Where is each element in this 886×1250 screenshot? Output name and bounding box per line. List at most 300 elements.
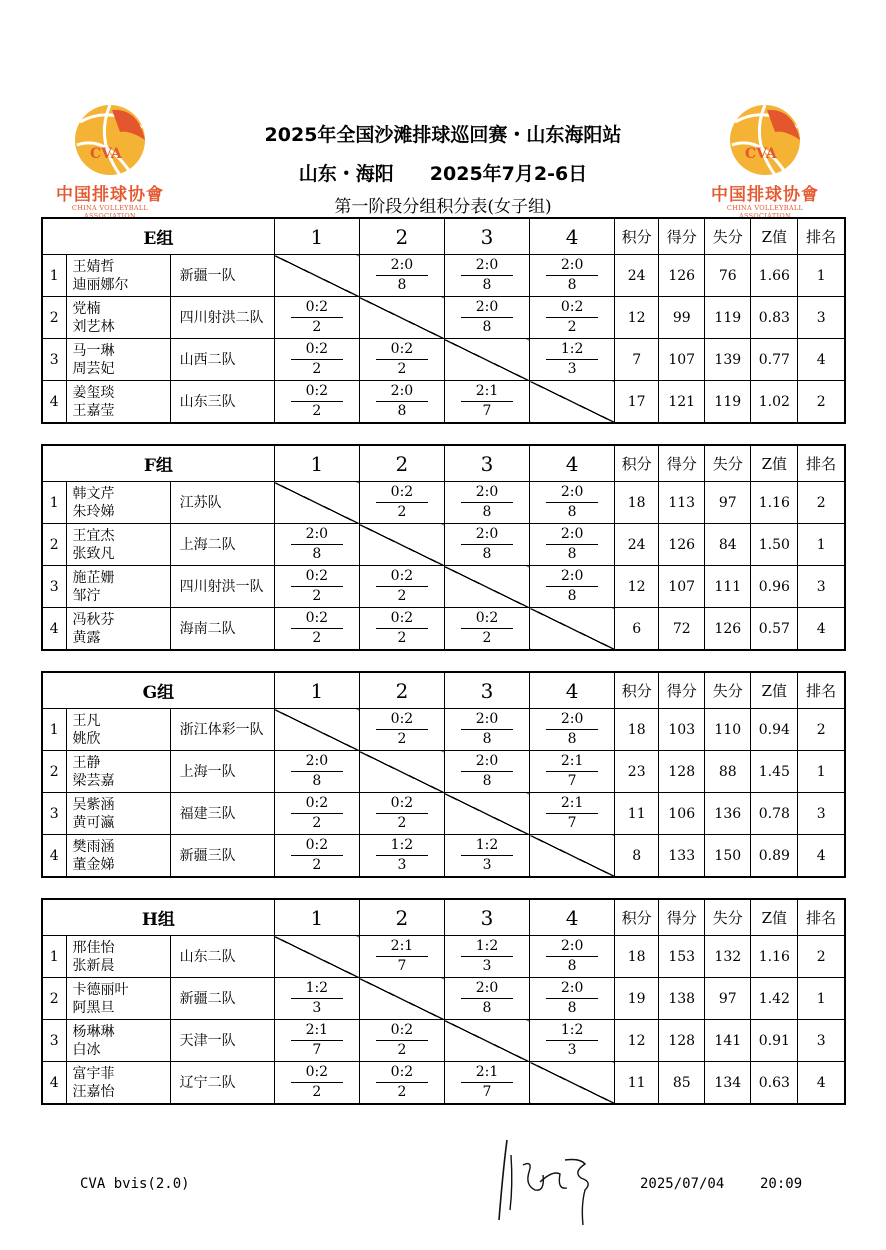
player-names (66, 751, 170, 793)
set-score: 2:0 (546, 526, 598, 545)
self-match-cell (274, 482, 359, 524)
points-value: 18 (615, 482, 659, 524)
points-value: 12 (615, 297, 659, 339)
player-2: 邹泞 (72, 587, 101, 604)
self-match-cell (274, 709, 359, 751)
z-value: 0.89 (751, 835, 798, 878)
rank-value: 3 (798, 566, 845, 608)
conceded-value: 97 (705, 978, 751, 1020)
match-result-cell (274, 751, 359, 793)
handwritten-signature-icon (485, 1130, 605, 1230)
group-name: E组 (42, 218, 274, 255)
match-points: 2 (397, 1084, 407, 1100)
match-points: 2 (312, 403, 322, 419)
match-points: 8 (567, 588, 577, 604)
match-points: 8 (397, 277, 407, 293)
match-result-cell (274, 793, 359, 835)
rank-value: 1 (798, 255, 845, 297)
table-row (42, 381, 845, 424)
player-names (66, 608, 170, 651)
group-header-row (42, 672, 845, 709)
match-result-cell (274, 381, 359, 424)
set-score: 2:1 (461, 1064, 513, 1083)
match-result-cell (530, 709, 615, 751)
conceded-header: 失分 (705, 218, 751, 255)
points-header: 积分 (615, 445, 659, 482)
player-1: 韩文芹 (72, 485, 115, 502)
self-match-cell (359, 751, 444, 793)
set-score: 2:0 (461, 711, 513, 730)
rank-value: 4 (798, 339, 845, 381)
match-result-cell (444, 482, 529, 524)
rank-value: 2 (798, 709, 845, 751)
match-result-cell (444, 381, 529, 424)
match-points: 8 (482, 546, 492, 562)
table-row (42, 608, 845, 651)
table-caption: 第一阶段分组积分表(女子组) (334, 197, 552, 217)
scored-value: 107 (659, 339, 705, 381)
points-header: 积分 (615, 899, 659, 936)
set-score: 0:2 (291, 568, 343, 587)
set-score: 0:2 (376, 1064, 428, 1083)
group-header-row (42, 218, 845, 255)
logo-chinese-name: 中国排球协會 (711, 185, 819, 205)
points-value: 24 (615, 524, 659, 566)
opponent-column-header: 3 (444, 899, 529, 936)
player-2: 白冰 (72, 1041, 101, 1058)
set-score: 2:0 (546, 484, 598, 503)
set-score: 0:2 (291, 795, 343, 814)
points-header: 积分 (615, 672, 659, 709)
opponent-column-header: 3 (444, 445, 529, 482)
set-score: 2:1 (291, 1022, 343, 1041)
table-row (42, 709, 845, 751)
team-number: 2 (42, 978, 66, 1020)
match-result-cell (359, 835, 444, 878)
opponent-column-header: 3 (444, 672, 529, 709)
player-1: 樊雨涵 (72, 838, 115, 855)
conceded-header: 失分 (705, 899, 751, 936)
set-score: 2:0 (291, 526, 343, 545)
scored-header: 得分 (659, 899, 705, 936)
set-score: 0:2 (291, 299, 343, 318)
z-value-header: Z值 (751, 218, 798, 255)
z-value-header: Z值 (751, 899, 798, 936)
z-value: 0.83 (751, 297, 798, 339)
opponent-column-header: 1 (274, 445, 359, 482)
set-score: 0:2 (376, 484, 428, 503)
conceded-value: 84 (705, 524, 751, 566)
logo-chinese-name: 中国排球协會 (56, 185, 164, 205)
match-result-cell (444, 751, 529, 793)
table-row (42, 1062, 845, 1105)
z-value: 0.96 (751, 566, 798, 608)
scored-value: 72 (659, 608, 705, 651)
match-points: 8 (312, 773, 322, 789)
team-number: 1 (42, 255, 66, 297)
match-points: 2 (397, 731, 407, 747)
rank-value: 1 (798, 751, 845, 793)
conceded-value: 141 (705, 1020, 751, 1062)
player-1: 富宇菲 (72, 1065, 115, 1082)
match-points: 2 (312, 361, 322, 377)
match-result-cell (444, 1062, 529, 1105)
match-points: 2 (312, 319, 322, 335)
rank-value: 1 (798, 524, 845, 566)
player-names (66, 339, 170, 381)
z-value: 0.63 (751, 1062, 798, 1105)
points-value: 17 (615, 381, 659, 424)
opponent-column-header: 1 (274, 218, 359, 255)
match-result-cell (530, 566, 615, 608)
software-version: CVA bvis(2.0) (80, 1176, 190, 1192)
team-name: 上海一队 (170, 751, 274, 793)
self-match-cell (274, 936, 359, 978)
set-score: 2:0 (461, 980, 513, 999)
player-names (66, 978, 170, 1020)
self-match-cell (359, 978, 444, 1020)
self-match-cell (530, 608, 615, 651)
match-result-cell (444, 608, 529, 651)
player-2: 董金娣 (72, 856, 115, 873)
points-value: 7 (615, 339, 659, 381)
match-result-cell (359, 936, 444, 978)
match-points: 8 (482, 731, 492, 747)
group-header-row (42, 899, 845, 936)
match-points: 7 (482, 1084, 492, 1100)
player-names (66, 482, 170, 524)
opponent-column-header: 4 (530, 218, 615, 255)
team-name: 山东三队 (170, 381, 274, 424)
player-1: 王静 (72, 754, 101, 771)
player-names (66, 1062, 170, 1105)
set-score: 0:2 (376, 795, 428, 814)
team-number: 3 (42, 793, 66, 835)
set-score: 0:2 (376, 341, 428, 360)
rank-value: 2 (798, 936, 845, 978)
player-2: 梁芸嘉 (72, 772, 115, 789)
match-points: 8 (567, 731, 577, 747)
set-score: 2:0 (461, 526, 513, 545)
match-points: 2 (397, 815, 407, 831)
match-result-cell (359, 793, 444, 835)
match-points: 8 (482, 277, 492, 293)
scored-value: 126 (659, 255, 705, 297)
conceded-value: 119 (705, 297, 751, 339)
team-number: 4 (42, 835, 66, 878)
match-points: 2 (312, 857, 322, 873)
team-name: 四川射洪二队 (170, 297, 274, 339)
group-table (41, 671, 846, 878)
z-value: 0.57 (751, 608, 798, 651)
set-score: 1:2 (546, 341, 598, 360)
match-points: 8 (567, 958, 577, 974)
match-result-cell (530, 936, 615, 978)
set-score: 2:1 (376, 938, 428, 957)
conceded-value: 132 (705, 936, 751, 978)
match-result-cell (274, 566, 359, 608)
player-1: 卡德丽叶 (72, 981, 129, 998)
conceded-value: 97 (705, 482, 751, 524)
match-points: 3 (397, 857, 407, 873)
set-score: 0:2 (546, 299, 598, 318)
match-points: 3 (482, 857, 492, 873)
print-time: 20:09 (760, 1176, 803, 1192)
match-result-cell (359, 482, 444, 524)
conceded-value: 76 (705, 255, 751, 297)
self-match-cell (444, 566, 529, 608)
player-2: 黄露 (72, 629, 101, 646)
match-result-cell (359, 709, 444, 751)
points-header: 积分 (615, 218, 659, 255)
points-value: 18 (615, 936, 659, 978)
scored-value: 103 (659, 709, 705, 751)
set-score: 0:2 (291, 610, 343, 629)
rank-value: 3 (798, 793, 845, 835)
rank-header: 排名 (798, 445, 845, 482)
match-points: 8 (482, 319, 492, 335)
team-name: 上海二队 (170, 524, 274, 566)
team-number: 3 (42, 566, 66, 608)
set-score: 0:2 (376, 610, 428, 629)
group-table (41, 217, 846, 424)
player-1: 马一琳 (72, 342, 115, 359)
match-points: 8 (567, 277, 577, 293)
opponent-column-header: 3 (444, 218, 529, 255)
team-name: 天津一队 (170, 1020, 274, 1062)
match-points: 2 (312, 1084, 322, 1100)
opponent-column-header: 2 (359, 445, 444, 482)
event-dates: 2025年7月2-6日 (429, 163, 588, 185)
team-number: 4 (42, 608, 66, 651)
player-1: 杨琳琳 (72, 1023, 115, 1040)
svg-text:CVA: CVA (90, 146, 122, 162)
match-points: 8 (567, 504, 577, 520)
set-score: 0:2 (291, 1064, 343, 1083)
player-2: 黄可瀛 (72, 814, 115, 831)
team-number: 2 (42, 751, 66, 793)
match-result-cell (359, 1062, 444, 1105)
opponent-column-header: 4 (530, 445, 615, 482)
player-2: 汪嘉怡 (72, 1083, 115, 1100)
match-points: 3 (567, 1042, 577, 1058)
scored-header: 得分 (659, 445, 705, 482)
opponent-column-header: 4 (530, 672, 615, 709)
table-row (42, 835, 845, 878)
player-2: 姚欣 (72, 730, 101, 747)
scored-value: 153 (659, 936, 705, 978)
match-result-cell (274, 978, 359, 1020)
set-score: 2:0 (546, 938, 598, 957)
player-2: 周芸妃 (72, 360, 115, 377)
player-1: 姜玺琰 (72, 384, 115, 401)
player-2: 张新晨 (72, 957, 115, 974)
z-value: 1.16 (751, 936, 798, 978)
table-row (42, 339, 845, 381)
self-match-cell (274, 255, 359, 297)
set-score: 2:0 (376, 383, 428, 402)
rank-value: 4 (798, 835, 845, 878)
match-points: 8 (397, 403, 407, 419)
logo-english-name: CHINA VOLLEYBALL ASSOCIATION (71, 204, 149, 220)
match-points: 8 (482, 1000, 492, 1016)
player-names (66, 793, 170, 835)
set-score: 2:0 (376, 257, 428, 276)
z-value: 1.02 (751, 381, 798, 424)
table-row (42, 751, 845, 793)
match-points: 7 (482, 403, 492, 419)
player-1: 王婧哲 (72, 258, 115, 275)
match-points: 8 (567, 1000, 577, 1016)
set-score: 2:0 (291, 753, 343, 772)
scored-value: 85 (659, 1062, 705, 1105)
rank-value: 1 (798, 978, 845, 1020)
z-value: 0.77 (751, 339, 798, 381)
player-2: 张致凡 (72, 545, 115, 562)
team-number: 3 (42, 1020, 66, 1062)
z-value: 0.94 (751, 709, 798, 751)
group-header-row (42, 445, 845, 482)
self-match-cell (359, 297, 444, 339)
points-value: 24 (615, 255, 659, 297)
match-result-cell (530, 751, 615, 793)
team-number: 1 (42, 709, 66, 751)
player-1: 党楠 (72, 300, 101, 317)
self-match-cell (530, 835, 615, 878)
team-number: 4 (42, 381, 66, 424)
group-name: G组 (42, 672, 274, 709)
z-value: 0.91 (751, 1020, 798, 1062)
points-value: 19 (615, 978, 659, 1020)
scored-value: 126 (659, 524, 705, 566)
table-row (42, 566, 845, 608)
self-match-cell (444, 1020, 529, 1062)
set-score: 2:1 (546, 795, 598, 814)
match-points: 8 (567, 546, 577, 562)
match-points: 2 (397, 1042, 407, 1058)
match-points: 3 (567, 361, 577, 377)
team-name: 福建三队 (170, 793, 274, 835)
player-names (66, 1020, 170, 1062)
player-2: 刘艺林 (72, 318, 115, 335)
conceded-value: 136 (705, 793, 751, 835)
match-result-cell (274, 1062, 359, 1105)
scored-value: 133 (659, 835, 705, 878)
match-result-cell (274, 835, 359, 878)
match-result-cell (359, 1020, 444, 1062)
set-score: 1:2 (291, 980, 343, 999)
match-points: 2 (312, 630, 322, 646)
team-number: 3 (42, 339, 66, 381)
conceded-header: 失分 (705, 445, 751, 482)
opponent-column-header: 2 (359, 672, 444, 709)
rank-value: 4 (798, 608, 845, 651)
conceded-value: 88 (705, 751, 751, 793)
match-result-cell (530, 1020, 615, 1062)
opponent-column-header: 1 (274, 899, 359, 936)
set-score: 0:2 (291, 341, 343, 360)
print-date: 2025/07/04 (640, 1176, 725, 1192)
match-result-cell (530, 793, 615, 835)
scored-header: 得分 (659, 672, 705, 709)
conceded-header: 失分 (705, 672, 751, 709)
set-score: 0:2 (291, 383, 343, 402)
player-names (66, 566, 170, 608)
player-1: 邢佳怡 (72, 939, 115, 956)
match-points: 2 (397, 630, 407, 646)
rank-value: 2 (798, 482, 845, 524)
match-result-cell (274, 297, 359, 339)
team-name: 新疆二队 (170, 978, 274, 1020)
conceded-value: 139 (705, 339, 751, 381)
team-number: 1 (42, 936, 66, 978)
scored-value: 106 (659, 793, 705, 835)
scored-header: 得分 (659, 218, 705, 255)
set-score: 1:2 (546, 1022, 598, 1041)
table-row (42, 978, 845, 1020)
player-names (66, 297, 170, 339)
conceded-value: 126 (705, 608, 751, 651)
match-points: 2 (312, 815, 322, 831)
points-value: 12 (615, 566, 659, 608)
table-row (42, 936, 845, 978)
set-score: 2:0 (546, 711, 598, 730)
table-row (42, 297, 845, 339)
player-1: 王宜杰 (72, 527, 115, 544)
match-points: 3 (482, 958, 492, 974)
set-score: 1:2 (461, 938, 513, 957)
opponent-column-header: 1 (274, 672, 359, 709)
conceded-value: 111 (705, 566, 751, 608)
conceded-value: 119 (705, 381, 751, 424)
set-score: 0:2 (461, 610, 513, 629)
set-score: 2:0 (546, 980, 598, 999)
match-result-cell (444, 978, 529, 1020)
team-number: 1 (42, 482, 66, 524)
team-name: 新疆一队 (170, 255, 274, 297)
document-subtitle (0, 159, 886, 186)
match-result-cell (359, 381, 444, 424)
player-names (66, 709, 170, 751)
team-name: 山西二队 (170, 339, 274, 381)
self-match-cell (444, 339, 529, 381)
self-match-cell (530, 1062, 615, 1105)
points-value: 8 (615, 835, 659, 878)
match-points: 8 (312, 546, 322, 562)
team-number: 2 (42, 524, 66, 566)
set-score: 0:2 (376, 1022, 428, 1041)
set-score: 2:0 (461, 484, 513, 503)
scored-value: 99 (659, 297, 705, 339)
svg-text:CVA: CVA (745, 146, 777, 162)
rank-header: 排名 (798, 672, 845, 709)
player-2: 阿黑旦 (72, 999, 115, 1016)
conceded-value: 150 (705, 835, 751, 878)
conceded-value: 110 (705, 709, 751, 751)
match-points: 2 (397, 588, 407, 604)
match-result-cell (274, 524, 359, 566)
z-value-header: Z值 (751, 672, 798, 709)
team-number: 4 (42, 1062, 66, 1105)
team-number: 2 (42, 297, 66, 339)
set-score: 2:0 (461, 299, 513, 318)
team-name: 浙江体彩一队 (170, 709, 274, 751)
player-names (66, 381, 170, 424)
set-score: 0:2 (376, 568, 428, 587)
player-1: 冯秋芬 (72, 611, 115, 628)
rank-value: 3 (798, 1020, 845, 1062)
match-result-cell (274, 608, 359, 651)
